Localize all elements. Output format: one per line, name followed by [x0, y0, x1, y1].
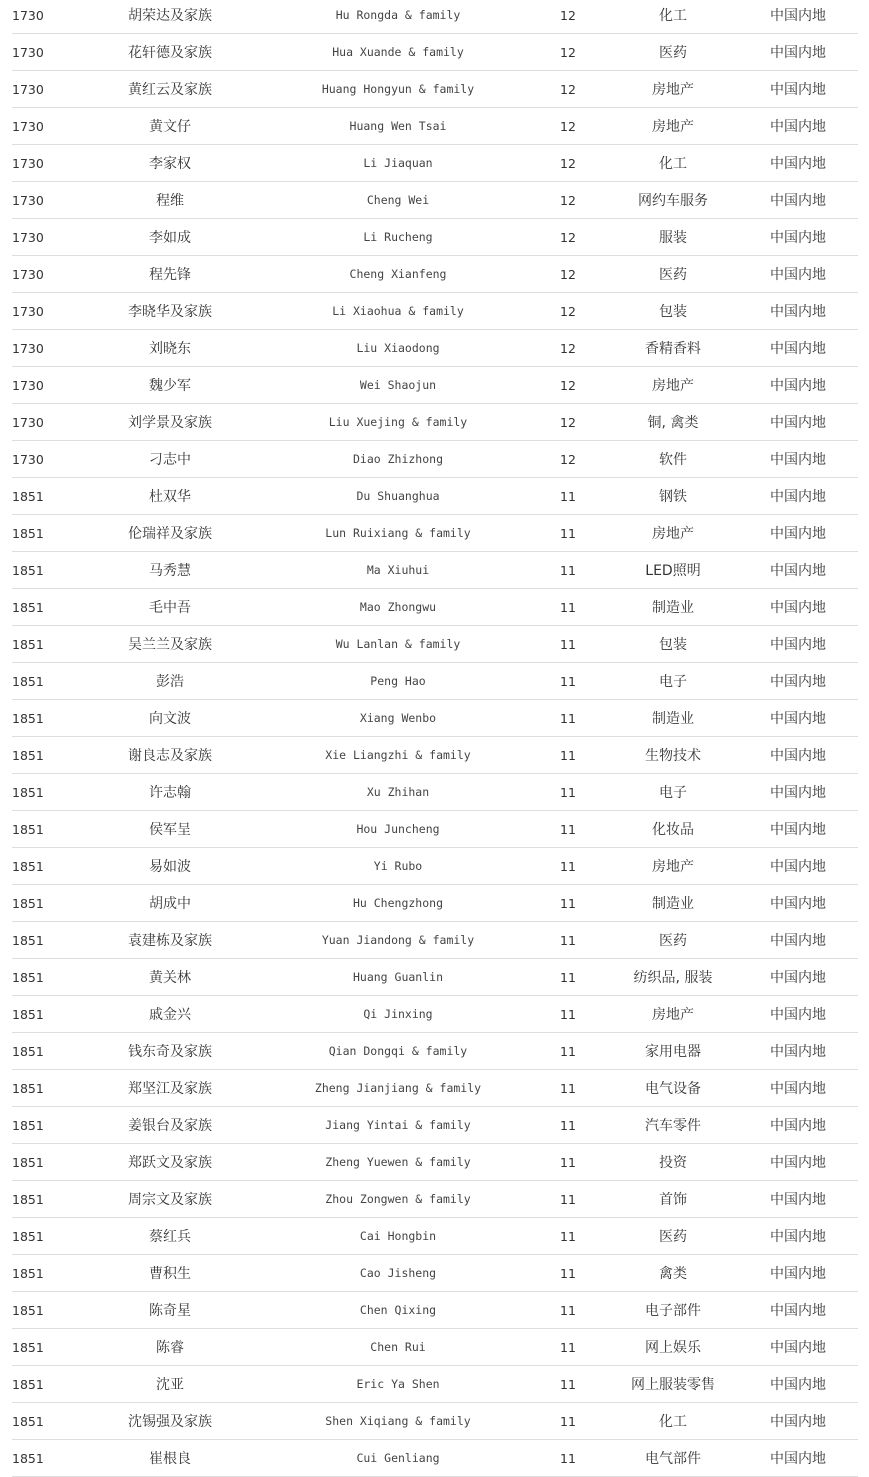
region-cell: 中国内地	[738, 774, 858, 811]
wealth-cell: 11	[528, 663, 608, 700]
industry-cell: 投资	[608, 1144, 738, 1181]
region-cell: 中国内地	[738, 1403, 858, 1440]
region-cell: 中国内地	[738, 71, 858, 108]
region-cell: 中国内地	[738, 34, 858, 71]
english-name-cell: Yi Rubo	[268, 848, 528, 885]
chinese-name-cell: 胡荣达及家族	[72, 0, 268, 34]
table-row	[12, 996, 858, 1033]
wealth-cell: 12	[528, 219, 608, 256]
chinese-name-cell: 黄红云及家族	[72, 71, 268, 108]
rank-cell: 1730	[12, 441, 72, 478]
rank-cell: 1851	[12, 515, 72, 552]
rank-cell: 1851	[12, 1144, 72, 1181]
wealth-cell: 11	[528, 1033, 608, 1070]
table-row	[12, 589, 858, 626]
chinese-name-cell: 郑坚江及家族	[72, 1070, 268, 1107]
chinese-name-cell: 侯军呈	[72, 811, 268, 848]
table-row	[12, 0, 858, 34]
table-row	[12, 71, 858, 108]
industry-cell: 化工	[608, 1403, 738, 1440]
chinese-name-cell: 曹积生	[72, 1255, 268, 1292]
rank-cell: 1851	[12, 552, 72, 589]
english-name-cell: Eric Ya Shen	[268, 1366, 528, 1403]
region-cell: 中国内地	[738, 404, 858, 441]
table-row	[12, 1107, 858, 1144]
chinese-name-cell: 李如成	[72, 219, 268, 256]
industry-cell: 铜, 禽类	[608, 404, 738, 441]
region-cell: 中国内地	[738, 922, 858, 959]
rank-cell: 1730	[12, 256, 72, 293]
industry-cell: 家用电器	[608, 1033, 738, 1070]
rank-cell: 1730	[12, 182, 72, 219]
table-row	[12, 811, 858, 848]
industry-cell: 制造业	[608, 589, 738, 626]
industry-cell: 房地产	[608, 108, 738, 145]
rank-cell: 1851	[12, 589, 72, 626]
chinese-name-cell: 周宗文及家族	[72, 1181, 268, 1218]
table-row	[12, 293, 858, 330]
industry-cell: 制造业	[608, 885, 738, 922]
chinese-name-cell: 崔根良	[72, 1440, 268, 1477]
rank-cell: 1851	[12, 1107, 72, 1144]
table-row	[12, 404, 858, 441]
english-name-cell: Liu Xiaodong	[268, 330, 528, 367]
table-row	[12, 1440, 858, 1477]
english-name-cell: Ma Xiuhui	[268, 552, 528, 589]
chinese-name-cell: 马秀慧	[72, 552, 268, 589]
chinese-name-cell: 杜双华	[72, 478, 268, 515]
region-cell: 中国内地	[738, 219, 858, 256]
rank-cell: 1851	[12, 922, 72, 959]
industry-cell: 医药	[608, 922, 738, 959]
rank-cell: 1851	[12, 848, 72, 885]
region-cell: 中国内地	[738, 182, 858, 219]
industry-cell: 首饰	[608, 1181, 738, 1218]
rank-cell: 1851	[12, 1440, 72, 1477]
region-cell: 中国内地	[738, 1440, 858, 1477]
industry-cell: 化工	[608, 0, 738, 34]
chinese-name-cell: 吴兰兰及家族	[72, 626, 268, 663]
rank-cell: 1851	[12, 996, 72, 1033]
chinese-name-cell: 黄文仔	[72, 108, 268, 145]
wealth-cell: 12	[528, 256, 608, 293]
industry-cell: 软件	[608, 441, 738, 478]
wealth-cell: 11	[528, 774, 608, 811]
english-name-cell: Zheng Yuewen & family	[268, 1144, 528, 1181]
wealth-cell: 11	[528, 1403, 608, 1440]
table-row	[12, 1366, 858, 1403]
rank-cell: 1851	[12, 1292, 72, 1329]
chinese-name-cell: 程维	[72, 182, 268, 219]
english-name-cell: Shen Xiqiang & family	[268, 1403, 528, 1440]
industry-cell: 香精香料	[608, 330, 738, 367]
rank-cell: 1851	[12, 1181, 72, 1218]
table-row	[12, 515, 858, 552]
english-name-cell: Chen Qixing	[268, 1292, 528, 1329]
region-cell: 中国内地	[738, 441, 858, 478]
industry-cell: 房地产	[608, 515, 738, 552]
table-row	[12, 219, 858, 256]
rank-cell: 1730	[12, 219, 72, 256]
rank-cell: 1730	[12, 71, 72, 108]
region-cell: 中国内地	[738, 885, 858, 922]
chinese-name-cell: 袁建栋及家族	[72, 922, 268, 959]
region-cell: 中国内地	[738, 663, 858, 700]
chinese-name-cell: 刁志中	[72, 441, 268, 478]
rank-cell: 1851	[12, 1033, 72, 1070]
chinese-name-cell: 李家权	[72, 145, 268, 182]
english-name-cell: Yuan Jiandong & family	[268, 922, 528, 959]
industry-cell: 制造业	[608, 700, 738, 737]
region-cell: 中国内地	[738, 293, 858, 330]
table-row	[12, 1403, 858, 1440]
wealth-cell: 11	[528, 996, 608, 1033]
region-cell: 中国内地	[738, 589, 858, 626]
region-cell: 中国内地	[738, 1181, 858, 1218]
rank-cell: 1851	[12, 959, 72, 996]
chinese-name-cell: 李晓华及家族	[72, 293, 268, 330]
industry-cell: 网上服装零售	[608, 1366, 738, 1403]
table-row	[12, 737, 858, 774]
wealth-cell: 12	[528, 182, 608, 219]
wealth-cell: 12	[528, 404, 608, 441]
english-name-cell: Zhou Zongwen & family	[268, 1181, 528, 1218]
table-row	[12, 1070, 858, 1107]
region-cell: 中国内地	[738, 0, 858, 34]
region-cell: 中国内地	[738, 848, 858, 885]
english-name-cell: Cheng Xianfeng	[268, 256, 528, 293]
industry-cell: LED照明	[608, 552, 738, 589]
wealth-cell: 12	[528, 0, 608, 34]
english-name-cell: Wu Lanlan & family	[268, 626, 528, 663]
chinese-name-cell: 许志翰	[72, 774, 268, 811]
chinese-name-cell: 魏少军	[72, 367, 268, 404]
industry-cell: 汽车零件	[608, 1107, 738, 1144]
chinese-name-cell: 姜银台及家族	[72, 1107, 268, 1144]
table-row	[12, 330, 858, 367]
industry-cell: 医药	[608, 1218, 738, 1255]
wealth-cell: 12	[528, 367, 608, 404]
english-name-cell: Hu Chengzhong	[268, 885, 528, 922]
wealth-cell: 12	[528, 108, 608, 145]
region-cell: 中国内地	[738, 108, 858, 145]
rank-cell: 1851	[12, 1255, 72, 1292]
wealth-cell: 11	[528, 1144, 608, 1181]
wealth-cell: 11	[528, 1107, 608, 1144]
wealth-cell: 11	[528, 1070, 608, 1107]
rank-cell: 1730	[12, 330, 72, 367]
rank-cell: 1851	[12, 700, 72, 737]
rank-cell: 1851	[12, 811, 72, 848]
rank-cell: 1730	[12, 108, 72, 145]
table-row	[12, 478, 858, 515]
industry-cell: 包装	[608, 293, 738, 330]
region-cell: 中国内地	[738, 1292, 858, 1329]
industry-cell: 服装	[608, 219, 738, 256]
industry-cell: 房地产	[608, 996, 738, 1033]
rank-cell: 1851	[12, 626, 72, 663]
rank-cell: 1851	[12, 774, 72, 811]
english-name-cell: Jiang Yintai & family	[268, 1107, 528, 1144]
rank-cell: 1851	[12, 478, 72, 515]
table-row	[12, 552, 858, 589]
chinese-name-cell: 胡成中	[72, 885, 268, 922]
rank-cell: 1851	[12, 885, 72, 922]
region-cell: 中国内地	[738, 256, 858, 293]
wealth-cell: 11	[528, 1218, 608, 1255]
region-cell: 中国内地	[738, 1070, 858, 1107]
wealth-cell: 12	[528, 71, 608, 108]
rank-cell: 1730	[12, 34, 72, 71]
region-cell: 中国内地	[738, 700, 858, 737]
chinese-name-cell: 沈锡强及家族	[72, 1403, 268, 1440]
region-cell: 中国内地	[738, 330, 858, 367]
wealth-cell: 12	[528, 145, 608, 182]
industry-cell: 钢铁	[608, 478, 738, 515]
wealth-cell: 11	[528, 1366, 608, 1403]
region-cell: 中国内地	[738, 1107, 858, 1144]
table-row	[12, 848, 858, 885]
industry-cell: 房地产	[608, 848, 738, 885]
region-cell: 中国内地	[738, 367, 858, 404]
industry-cell: 纺织品, 服装	[608, 959, 738, 996]
chinese-name-cell: 戚金兴	[72, 996, 268, 1033]
table-row	[12, 1292, 858, 1329]
region-cell: 中国内地	[738, 552, 858, 589]
chinese-name-cell: 陈睿	[72, 1329, 268, 1366]
rank-cell: 1851	[12, 1329, 72, 1366]
region-cell: 中国内地	[738, 1218, 858, 1255]
rank-cell: 1730	[12, 404, 72, 441]
industry-cell: 生物技术	[608, 737, 738, 774]
industry-cell: 化工	[608, 145, 738, 182]
wealth-cell: 11	[528, 700, 608, 737]
chinese-name-cell: 蔡红兵	[72, 1218, 268, 1255]
rank-cell: 1730	[12, 367, 72, 404]
industry-cell: 电气部件	[608, 1440, 738, 1477]
rank-cell: 1730	[12, 145, 72, 182]
wealth-cell: 11	[528, 1255, 608, 1292]
region-cell: 中国内地	[738, 1329, 858, 1366]
industry-cell: 医药	[608, 34, 738, 71]
english-name-cell: Li Jiaquan	[268, 145, 528, 182]
english-name-cell: Huang Hongyun & family	[268, 71, 528, 108]
wealth-cell: 12	[528, 293, 608, 330]
wealth-cell: 11	[528, 885, 608, 922]
region-cell: 中国内地	[738, 811, 858, 848]
english-name-cell: Xiang Wenbo	[268, 700, 528, 737]
industry-cell: 电子	[608, 774, 738, 811]
table-row	[12, 1144, 858, 1181]
wealth-cell: 11	[528, 811, 608, 848]
english-name-cell: Li Xiaohua & family	[268, 293, 528, 330]
table-row	[12, 34, 858, 71]
chinese-name-cell: 程先锋	[72, 256, 268, 293]
wealth-cell: 12	[528, 34, 608, 71]
region-cell: 中国内地	[738, 1144, 858, 1181]
english-name-cell: Qian Dongqi & family	[268, 1033, 528, 1070]
table-row	[12, 1329, 858, 1366]
english-name-cell: Cheng Wei	[268, 182, 528, 219]
wealth-cell: 11	[528, 589, 608, 626]
table-row	[12, 108, 858, 145]
table-row	[12, 774, 858, 811]
table-row	[12, 1255, 858, 1292]
wealth-cell: 11	[528, 848, 608, 885]
table-row	[12, 663, 858, 700]
rich-list-table	[12, 0, 858, 1477]
wealth-cell: 11	[528, 737, 608, 774]
chinese-name-cell: 沈亚	[72, 1366, 268, 1403]
rank-cell: 1730	[12, 0, 72, 34]
chinese-name-cell: 刘学景及家族	[72, 404, 268, 441]
table-body	[12, 0, 858, 1477]
region-cell: 中国内地	[738, 737, 858, 774]
english-name-cell: Wei Shaojun	[268, 367, 528, 404]
chinese-name-cell: 花轩德及家族	[72, 34, 268, 71]
english-name-cell: Chen Rui	[268, 1329, 528, 1366]
table-row	[12, 885, 858, 922]
table-row	[12, 700, 858, 737]
english-name-cell: Zheng Jianjiang & family	[268, 1070, 528, 1107]
rank-cell: 1851	[12, 1218, 72, 1255]
wealth-cell: 11	[528, 922, 608, 959]
rank-cell: 1851	[12, 1070, 72, 1107]
chinese-name-cell: 刘晓东	[72, 330, 268, 367]
table-row	[12, 145, 858, 182]
wealth-cell: 12	[528, 441, 608, 478]
wealth-cell: 11	[528, 1440, 608, 1477]
english-name-cell: Peng Hao	[268, 663, 528, 700]
industry-cell: 房地产	[608, 71, 738, 108]
industry-cell: 医药	[608, 256, 738, 293]
wealth-cell: 11	[528, 1181, 608, 1218]
english-name-cell: Cai Hongbin	[268, 1218, 528, 1255]
rank-cell: 1851	[12, 737, 72, 774]
industry-cell: 网上娱乐	[608, 1329, 738, 1366]
rank-cell: 1730	[12, 293, 72, 330]
english-name-cell: Mao Zhongwu	[268, 589, 528, 626]
region-cell: 中国内地	[738, 959, 858, 996]
chinese-name-cell: 谢良志及家族	[72, 737, 268, 774]
english-name-cell: Cao Jisheng	[268, 1255, 528, 1292]
region-cell: 中国内地	[738, 1255, 858, 1292]
region-cell: 中国内地	[738, 515, 858, 552]
chinese-name-cell: 向文波	[72, 700, 268, 737]
industry-cell: 电子部件	[608, 1292, 738, 1329]
chinese-name-cell: 黄关林	[72, 959, 268, 996]
chinese-name-cell: 钱东奇及家族	[72, 1033, 268, 1070]
chinese-name-cell: 毛中吾	[72, 589, 268, 626]
english-name-cell: Huang Guanlin	[268, 959, 528, 996]
table-row	[12, 256, 858, 293]
region-cell: 中国内地	[738, 1366, 858, 1403]
english-name-cell: Xie Liangzhi & family	[268, 737, 528, 774]
rank-cell: 1851	[12, 1403, 72, 1440]
english-name-cell: Hou Juncheng	[268, 811, 528, 848]
wealth-cell: 11	[528, 959, 608, 996]
industry-cell: 网约车服务	[608, 182, 738, 219]
wealth-cell: 12	[528, 330, 608, 367]
chinese-name-cell: 易如波	[72, 848, 268, 885]
wealth-cell: 11	[528, 478, 608, 515]
table-row	[12, 626, 858, 663]
chinese-name-cell: 陈奇星	[72, 1292, 268, 1329]
industry-cell: 包装	[608, 626, 738, 663]
english-name-cell: Lun Ruixiang & family	[268, 515, 528, 552]
chinese-name-cell: 彭浩	[72, 663, 268, 700]
english-name-cell: Huang Wen Tsai	[268, 108, 528, 145]
wealth-cell: 11	[528, 1329, 608, 1366]
table-row	[12, 441, 858, 478]
industry-cell: 禽类	[608, 1255, 738, 1292]
wealth-cell: 11	[528, 1292, 608, 1329]
industry-cell: 电气设备	[608, 1070, 738, 1107]
english-name-cell: Cui Genliang	[268, 1440, 528, 1477]
region-cell: 中国内地	[738, 145, 858, 182]
industry-cell: 化妆品	[608, 811, 738, 848]
wealth-cell: 11	[528, 626, 608, 663]
english-name-cell: Diao Zhizhong	[268, 441, 528, 478]
region-cell: 中国内地	[738, 626, 858, 663]
wealth-cell: 11	[528, 552, 608, 589]
table-row	[12, 922, 858, 959]
rank-cell: 1851	[12, 1366, 72, 1403]
table-row	[12, 1218, 858, 1255]
english-name-cell: Du Shuanghua	[268, 478, 528, 515]
english-name-cell: Hua Xuande & family	[268, 34, 528, 71]
table-row	[12, 959, 858, 996]
table-row	[12, 182, 858, 219]
chinese-name-cell: 伦瑞祥及家族	[72, 515, 268, 552]
region-cell: 中国内地	[738, 478, 858, 515]
industry-cell: 电子	[608, 663, 738, 700]
rank-cell: 1851	[12, 663, 72, 700]
wealth-cell: 11	[528, 515, 608, 552]
region-cell: 中国内地	[738, 996, 858, 1033]
industry-cell: 房地产	[608, 367, 738, 404]
table-row	[12, 367, 858, 404]
english-name-cell: Li Rucheng	[268, 219, 528, 256]
table-row	[12, 1181, 858, 1218]
region-cell: 中国内地	[738, 1033, 858, 1070]
english-name-cell: Xu Zhihan	[268, 774, 528, 811]
english-name-cell: Hu Rongda & family	[268, 0, 528, 34]
english-name-cell: Liu Xuejing & family	[268, 404, 528, 441]
english-name-cell: Qi Jinxing	[268, 996, 528, 1033]
chinese-name-cell: 郑跃文及家族	[72, 1144, 268, 1181]
table-row	[12, 1033, 858, 1070]
